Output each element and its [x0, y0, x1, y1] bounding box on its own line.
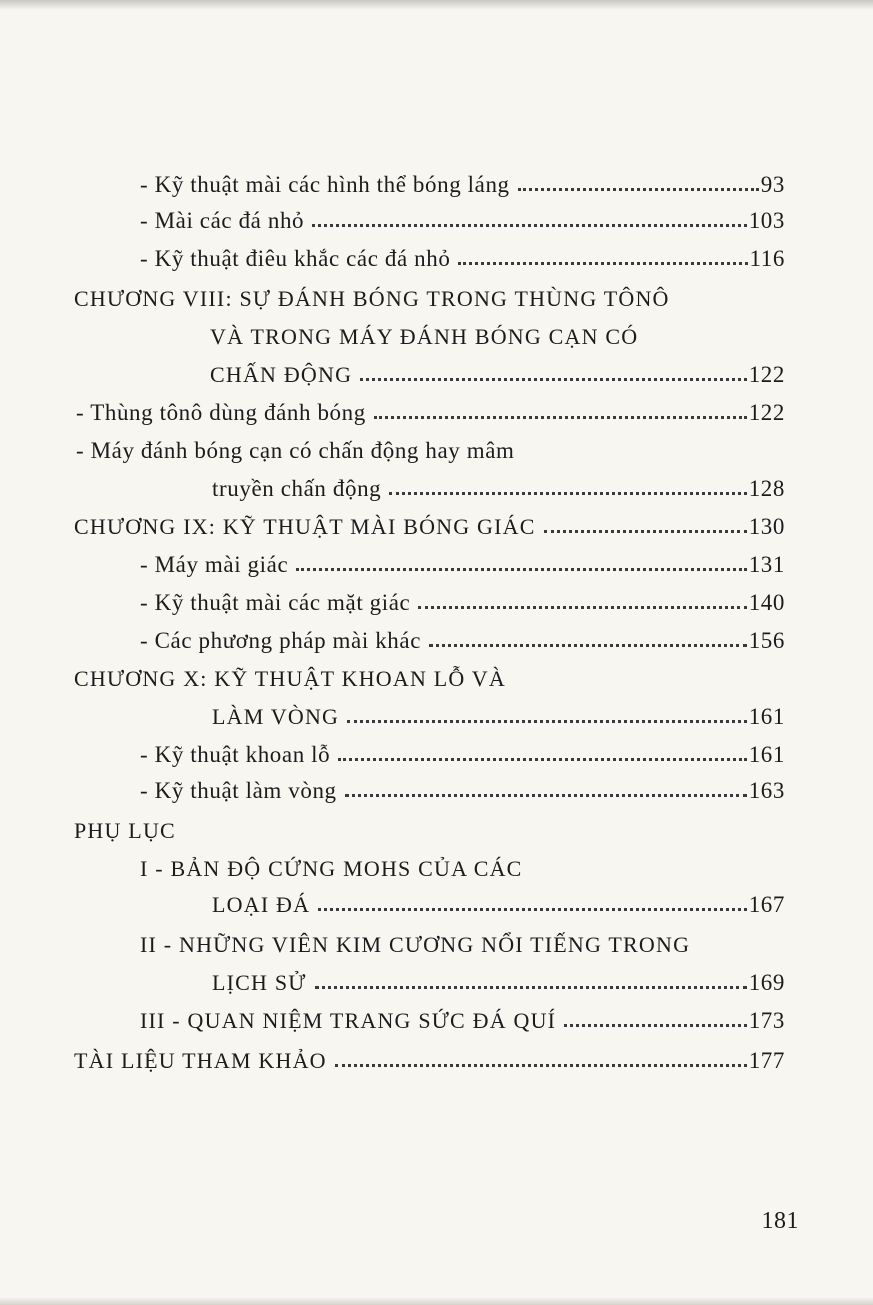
toc-entry-page: 161	[748, 742, 785, 767]
toc-appendix-item: I - BẢN ĐỘ CỨNG MOHS CỦA CÁC	[140, 856, 523, 881]
toc-appendix-heading	[74, 812, 176, 844]
toc-entry-title: - Kỹ thuật khoan lỗ	[140, 742, 331, 767]
dot-leader	[429, 644, 747, 647]
dot-leader	[564, 1024, 746, 1027]
toc-entry-page: 130	[748, 514, 785, 539]
toc-appendix-title: PHỤ LỤC	[74, 818, 176, 843]
dot-leader	[318, 908, 746, 911]
toc-appendix-item: II - NHỮNG VIÊN KIM CƯƠNG NỔI TIẾNG TRONG	[140, 932, 691, 957]
toc-appendix-item: LOẠI ĐÁ	[212, 892, 311, 917]
toc-entry-page: 128	[748, 476, 785, 501]
toc-entry-title: - Máy đánh bóng cạn có chấn động hay mâm	[76, 438, 515, 463]
toc-entry-title: truyền chấn động	[212, 476, 382, 501]
toc-chapter-title: CHƯƠNG VIII: SỰ ĐÁNH BÓNG TRONG THÙNG TÔNÔ	[74, 286, 670, 311]
dot-leader	[345, 794, 747, 797]
toc-appendix-3	[140, 1002, 785, 1034]
dot-leader	[544, 530, 747, 533]
toc-entry-page: 122	[748, 362, 785, 387]
toc-entry-page: 163	[748, 778, 785, 803]
toc-chapter-title: TÀI LIỆU THAM KHẢO	[74, 1048, 327, 1073]
toc-appendix-1-line-2	[212, 886, 785, 918]
toc-entry-faceting-machine	[140, 546, 785, 578]
toc-entry-polished-shapes	[140, 166, 785, 198]
dot-leader	[418, 606, 746, 609]
toc-entry-title: - Kỹ thuật làm vòng	[140, 778, 337, 803]
toc-chapter-title: CHƯƠNG IX: KỸ THUẬT MÀI BÓNG GIÁC	[74, 514, 536, 539]
toc-entry-title: - Thùng tônô dùng đánh bóng	[76, 400, 366, 425]
page-edge-bottom	[0, 1297, 873, 1305]
toc-entry-title: - Mài các đá nhỏ	[140, 208, 305, 233]
toc-entry-page: 103	[748, 208, 785, 233]
dot-leader	[315, 986, 747, 989]
toc-entry-vibratory-line-2	[212, 470, 785, 502]
toc-entry-vibratory-line-1	[76, 432, 515, 464]
toc-chapter-title: VÀ TRONG MÁY ĐÁNH BÓNG CẠN CÓ	[210, 324, 639, 349]
dot-leader	[338, 758, 746, 761]
toc-chapter-title: CHƯƠNG X: KỸ THUẬT KHOAN LỖ VÀ	[74, 666, 506, 691]
dot-leader	[347, 720, 747, 723]
toc-entry-page: 116	[749, 246, 785, 271]
toc-chapter-10-line-2	[212, 698, 785, 730]
page-number: 181	[761, 1208, 799, 1234]
toc-appendix-item: III - QUAN NIỆM TRANG SỨC ĐÁ QUÍ	[140, 1008, 557, 1033]
dot-leader	[374, 416, 747, 419]
toc-entry-drilling	[140, 736, 785, 768]
dot-leader	[312, 224, 747, 227]
toc-appendix-2-line-1	[140, 926, 690, 958]
toc-entry-tumbler	[76, 394, 785, 426]
toc-chapter-title: LÀM VÒNG	[212, 704, 340, 729]
toc-appendix-1-line-1	[140, 850, 523, 882]
toc-chapter-8-line-2	[210, 318, 638, 350]
dot-leader	[458, 262, 747, 265]
toc-entry-page: 173	[748, 1008, 785, 1033]
toc-references	[74, 1042, 785, 1074]
toc-entry-page: 140	[748, 590, 785, 615]
toc-chapter-8-line-1	[74, 280, 670, 312]
dot-leader	[296, 568, 746, 571]
toc-entry-page: 156	[748, 628, 785, 653]
toc-entry-page: 122	[748, 400, 785, 425]
dot-leader	[360, 378, 746, 381]
toc-appendix-item: LỊCH SỬ	[212, 970, 307, 995]
toc-entry-page: 131	[748, 552, 785, 577]
toc-entry-title: - Máy mài giác	[140, 552, 289, 577]
toc-entry-facet-cutting	[140, 584, 785, 616]
toc-entry-carving	[140, 240, 785, 272]
toc-appendix-2-line-2	[212, 964, 785, 996]
dot-leader	[518, 188, 759, 191]
toc-entry-page: 161	[748, 704, 785, 729]
toc-entry-ring-making	[140, 772, 785, 804]
dot-leader	[335, 1064, 747, 1067]
toc-entry-page: 93	[760, 172, 785, 197]
toc-entry-page: 167	[748, 892, 785, 917]
toc-entry-title: - Kỹ thuật mài các hình thể bóng láng	[140, 172, 510, 197]
toc-entry-title: - Các phương pháp mài khác	[140, 628, 422, 653]
toc-entry-small-stones	[140, 202, 785, 234]
toc-entry-page: 169	[748, 970, 785, 995]
toc-entry-other-methods	[140, 622, 785, 654]
toc-chapter-8-line-3	[210, 356, 785, 388]
toc-entry-title: - Kỹ thuật mài các mặt giác	[140, 590, 411, 615]
dot-leader	[389, 492, 746, 495]
toc-entry-page: 177	[748, 1048, 785, 1073]
toc-chapter-title: CHẤN ĐỘNG	[210, 362, 353, 387]
toc-chapter-10-line-1	[74, 660, 506, 692]
toc-chapter-9	[74, 508, 785, 540]
toc-entry-title: - Kỹ thuật điêu khắc các đá nhỏ	[140, 246, 451, 271]
